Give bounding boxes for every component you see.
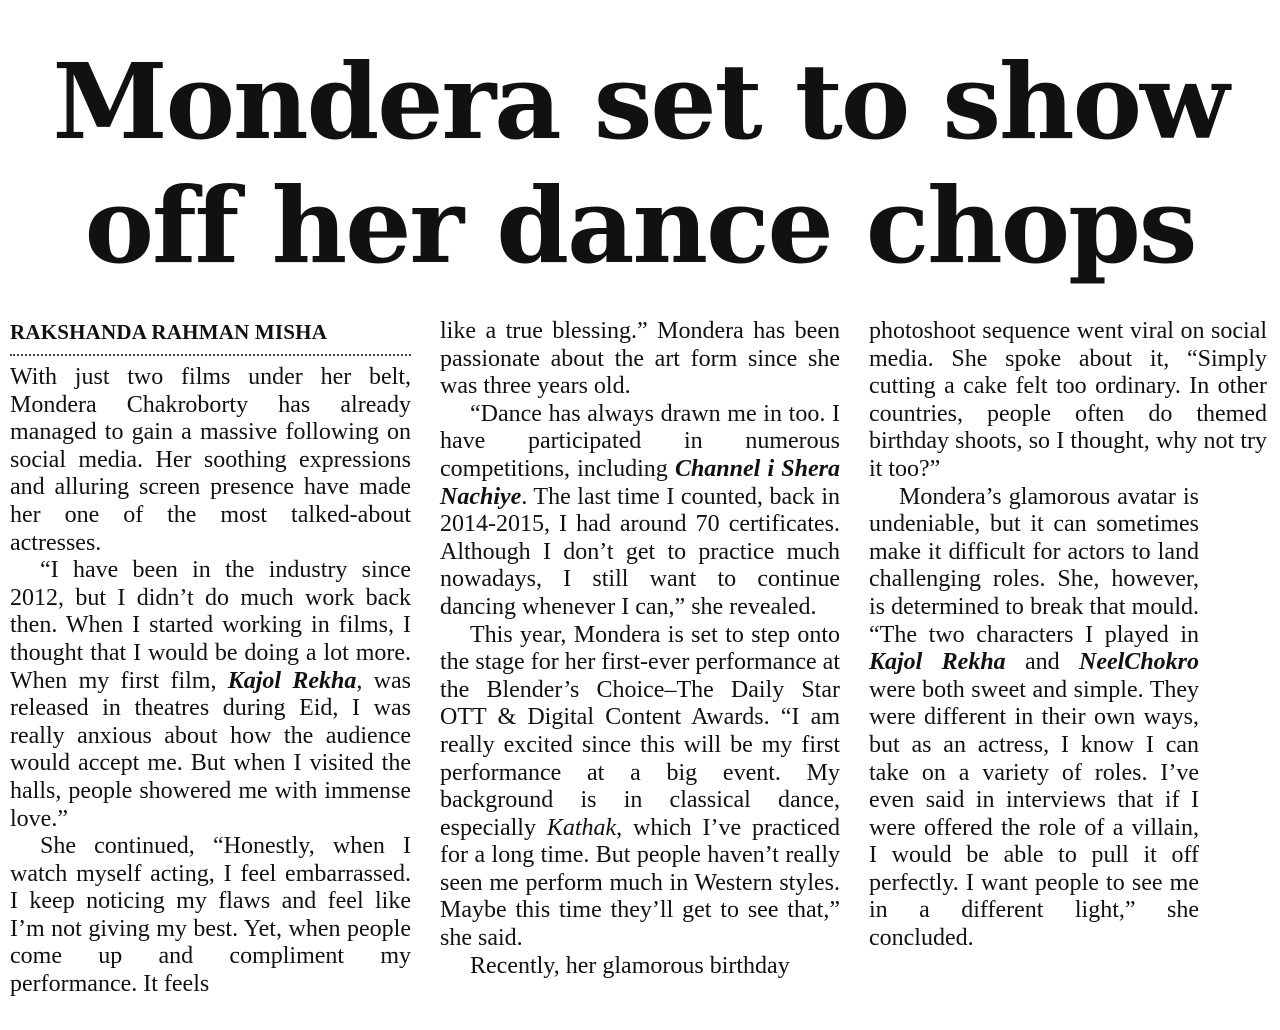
paragraph-text: Mondera’s glamorous avatar is undeniable, but it can sometimes make it difficult for actors to land challenging roles. She, however, is determined to break that mould. “The two characters I played in <box>869 483 1199 648</box>
paragraph <box>440 401 840 622</box>
film-title: Kajol Rekha <box>227 667 357 694</box>
article-column-3 <box>869 318 1267 953</box>
dance-form: Kathak <box>546 814 617 841</box>
paragraph <box>440 622 840 953</box>
article-column-2 <box>440 318 840 980</box>
show-title: Channel i Shera Nachiye <box>440 455 840 510</box>
paragraph-text: This year, Mondera is set to step onto the stage for her first-ever performance at the Blender’s Choice–The Daily Star OTT & Digital Content Awards. “I am really excited since this will be my first performance at a big event. My background is in classical dance, especially <box>440 621 840 841</box>
paragraph-text: “Dance has always drawn me in too. I have participated in numerous competitions, including <box>440 400 840 482</box>
paragraph-text: “I have been in the industry since 2012, but I didn’t do much work back then. When I started working in films, I thought that I would be doing a lot more. When my first film, <box>10 557 411 694</box>
paragraph <box>869 484 1199 953</box>
paragraph-text: , was released in theatres during Eid, I was really anxious about how the audience would accept me. But when I visited the halls, people showered me with immense love.” <box>10 667 411 832</box>
film-title: Kajol Rekha <box>869 649 1006 676</box>
headline-line-1: Mondera set to show <box>52 40 1228 163</box>
paragraph <box>10 557 411 833</box>
headline-line-2: off her dance chops <box>84 164 1196 287</box>
paragraph-text: and <box>1025 649 1060 676</box>
headline <box>0 40 1280 288</box>
paragraph-text: , which I’ve practiced for a long time. But people haven’t really seen me perform much in Western styles. Maybe this time they’ll get to see that,” she said. <box>440 814 840 952</box>
paragraph: Recently, her glamorous birthday <box>470 952 790 979</box>
paragraph-text: . The last time I counted, back in 2014-2015, I had around 70 certificates. Although I don’t get to practice much nowadays, I still want to continue dancing whenever I can,” she revealed. <box>440 483 840 620</box>
byline: RAKSHANDA RAHMAN MISHA <box>10 318 411 356</box>
paragraph: With just two films under her belt, Mondera Chakroborty has already managed to gain a massive following on social media. Her soothing expressions and alluring screen presence have made her one of the most talked-about actresses. <box>10 364 411 556</box>
paragraph: photoshoot sequence went viral on social media. She spoke about it, “Simply cutting a cake felt too ordinary. In other countries, people often do themed birthday shoots, so I thought, why not try it too?” <box>869 318 1267 482</box>
paragraph: She continued, “Honestly, when I watch myself acting, I feel embarrassed. I keep noticing my flaws and feel like I’m not giving my best. Yet, when people come up and compliment my performance. It feels <box>10 833 411 998</box>
film-title: NeelChokro <box>1079 649 1199 676</box>
paragraph: like a true blessing.” Mondera has been passionate about the art form since she was three years old. <box>440 318 840 400</box>
paragraph-text: were both sweet and simple. They were different in their own ways, but as an actress, I know I can take on a variety of roles. I’ve even said in interviews that if I were offered the role of a villain, I would be able to pull it off perfectly. I want people to see me in a different light,” she concluded. <box>869 676 1199 952</box>
article-column-1 <box>10 318 411 999</box>
